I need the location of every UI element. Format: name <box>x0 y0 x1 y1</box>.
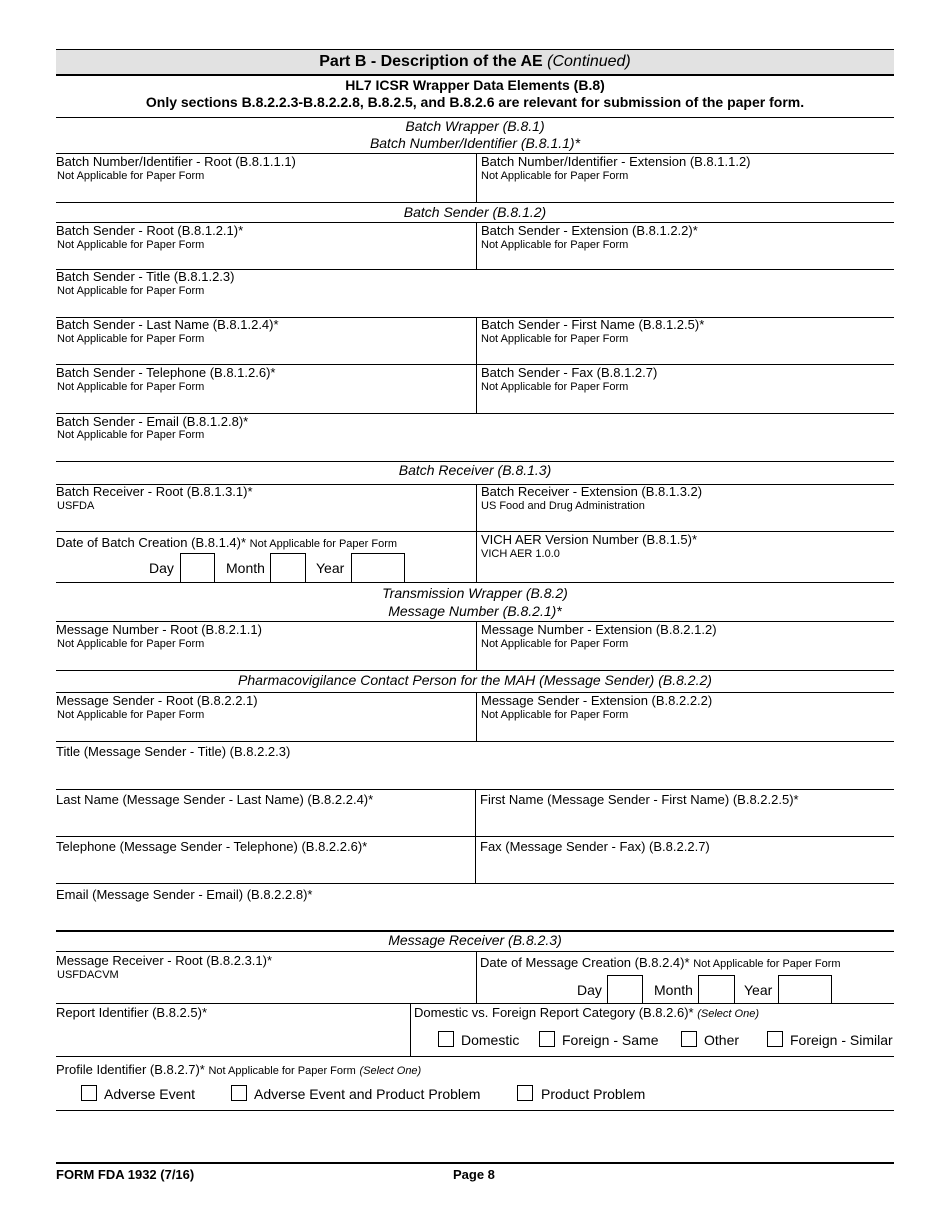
part-continued: (Continued) <box>547 53 631 70</box>
profile-identifier-label <box>56 1062 421 1079</box>
batch-wrapper-subtitle: Batch Number/Identifier (B.8.1.1)* <box>369 135 581 151</box>
batch-receiver-root-value: USFDA <box>57 500 95 512</box>
batch-day-label: Day <box>149 560 174 576</box>
sender-title-field[interactable]: Title (Message Sender - Title) (B.8.2.2.3) <box>56 744 291 759</box>
divider <box>476 317 477 413</box>
divider <box>476 951 477 1003</box>
batch-sender-title-value: Not Applicable for Paper Form <box>57 285 205 297</box>
message-year-label: Year <box>744 982 773 998</box>
message-day-input[interactable] <box>607 975 643 1004</box>
pv-contact-title: Pharmacovigilance Contact Person for the MAH (Message Sender) (B.8.2.2) <box>238 672 712 688</box>
message-year-input[interactable] <box>778 975 832 1004</box>
vich-version-value: VICH AER 1.0.0 <box>481 548 560 560</box>
divider <box>56 1056 894 1057</box>
batch-sender-first-label: Batch Sender - First Name (B.8.1.2.5)* <box>481 317 705 332</box>
batch-sender-tel-value: Not Applicable for Paper Form <box>57 381 205 393</box>
adverse-event-product-problem-checkbox[interactable] <box>231 1085 247 1101</box>
transmission-title: Transmission Wrapper (B.8.2) <box>382 585 568 601</box>
batch-receiver-ext-label: Batch Receiver - Extension (B.8.1.3.2) <box>481 484 703 499</box>
part-title-text: Part B - Description of the AE <box>319 53 543 70</box>
batch-receiver-root-label: Batch Receiver - Root (B.8.1.3.1)* <box>56 484 253 499</box>
batch-sender-root-label: Batch Sender - Root (B.8.1.2.1)* <box>56 223 244 238</box>
batch-id-root-label: Batch Number/Identifier - Root (B.8.1.1.1) <box>56 154 296 169</box>
batch-sender-last-label: Batch Sender - Last Name (B.8.1.2.4)* <box>56 317 279 332</box>
batch-sender-ext-value: Not Applicable for Paper Form <box>481 239 629 251</box>
divider <box>476 621 477 670</box>
adverse-event-product-problem-label: Adverse Event and Product Problem <box>254 1086 481 1102</box>
batch-year-input[interactable] <box>351 553 405 583</box>
divider <box>56 1003 894 1004</box>
report-category-text: Domestic vs. Foreign Report Category (B.8.2.6)* <box>414 1005 694 1020</box>
domestic-checkbox[interactable] <box>438 1031 454 1047</box>
message-month-input[interactable] <box>698 975 735 1004</box>
other-checkbox[interactable] <box>681 1031 697 1047</box>
batch-creation-date-note: Not Applicable for Paper Form <box>249 538 398 550</box>
batch-sender-root-value: Not Applicable for Paper Form <box>57 239 205 251</box>
batch-wrapper-title: Batch Wrapper (B.8.1) <box>405 118 545 134</box>
foreign-similar-label: Foreign - Similar <box>790 1032 893 1048</box>
form-id: FORM FDA 1932 (7/16) <box>56 1167 195 1182</box>
message-number-root-value: Not Applicable for Paper Form <box>57 638 205 650</box>
vich-version-label: VICH AER Version Number (B.8.1.5)* <box>481 532 698 547</box>
other-label: Other <box>704 1032 740 1048</box>
batch-receiver-ext-value: US Food and Drug Administration <box>481 500 645 512</box>
adverse-event-label: Adverse Event <box>104 1086 196 1102</box>
sender-fax-field[interactable]: Fax (Message Sender - Fax) (B.8.2.2.7) <box>480 839 710 854</box>
message-number-root-label: Message Number - Root (B.8.2.1.1) <box>56 622 262 637</box>
sender-telephone-field[interactable]: Telephone (Message Sender - Telephone) (B.8.2.2.6)* <box>56 839 368 854</box>
message-number-ext-label: Message Number - Extension (B.8.2.1.2) <box>481 622 717 637</box>
domestic-label: Domestic <box>461 1032 520 1048</box>
message-number-ext-value: Not Applicable for Paper Form <box>481 638 629 650</box>
product-problem-checkbox[interactable] <box>517 1085 533 1101</box>
divider <box>56 741 894 742</box>
message-sender-root-value: Not Applicable for Paper Form <box>57 709 205 721</box>
wrapper-note: Only sections B.8.2.2.3-B.8.2.2.8, B.8.2.5, and B.8.2.6 are relevant for submission of the paper form. <box>145 94 805 110</box>
foreign-similar-checkbox[interactable] <box>767 1031 783 1047</box>
batch-month-input[interactable] <box>270 553 306 583</box>
batch-sender-first-value: Not Applicable for Paper Form <box>481 333 629 345</box>
divider <box>56 670 894 671</box>
transmission-subtitle: Message Number (B.8.2.1)* <box>388 603 562 619</box>
sender-last-name-field[interactable]: Last Name (Message Sender - Last Name) (B.8.2.2.4)* <box>56 792 374 807</box>
message-sender-ext-label: Message Sender - Extension (B.8.2.2.2) <box>481 693 713 708</box>
batch-id-ext-label: Batch Number/Identifier - Extension (B.8.1.1.2) <box>481 154 751 169</box>
divider <box>56 883 894 884</box>
message-day-label: Day <box>577 982 602 998</box>
divider <box>476 153 477 202</box>
batch-sender-email-label: Batch Sender - Email (B.8.1.2.8)* <box>56 414 249 429</box>
sender-first-name-field[interactable]: First Name (Message Sender - First Name) (B.8.2.2.5)* <box>480 792 799 807</box>
divider <box>56 836 894 837</box>
batch-sender-title-label: Batch Sender - Title (B.8.1.2.3) <box>56 269 235 284</box>
message-receiver-root-label: Message Receiver - Root (B.8.2.3.1)* <box>56 953 273 968</box>
divider <box>476 222 477 269</box>
profile-identifier-note: Not Applicable for Paper Form <box>208 1065 356 1077</box>
adverse-event-checkbox[interactable] <box>81 1085 97 1101</box>
foreign-same-checkbox[interactable] <box>539 1031 555 1047</box>
foreign-same-label: Foreign - Same <box>562 1032 659 1048</box>
wrapper-title: HL7 ICSR Wrapper Data Elements (B.8) <box>345 77 605 93</box>
report-identifier-field[interactable]: Report Identifier (B.8.2.5)* <box>56 1005 208 1020</box>
batch-sender-title: Batch Sender (B.8.1.2) <box>403 204 547 220</box>
divider <box>56 582 894 583</box>
batch-sender-fax-value: Not Applicable for Paper Form <box>481 381 629 393</box>
profile-identifier-text: Profile Identifier (B.8.2.7)* <box>56 1062 205 1077</box>
batch-sender-ext-label: Batch Sender - Extension (B.8.1.2.2)* <box>481 223 698 238</box>
divider <box>410 1003 411 1056</box>
profile-identifier-hint: (Select One) <box>359 1065 422 1077</box>
batch-creation-date-text: Date of Batch Creation (B.8.1.4)* <box>56 535 247 550</box>
message-creation-date-note: Not Applicable for Paper Form <box>693 958 841 970</box>
message-sender-ext-value: Not Applicable for Paper Form <box>481 709 629 721</box>
batch-month-label: Month <box>226 560 265 576</box>
product-problem-label: Product Problem <box>541 1086 646 1102</box>
message-month-label: Month <box>654 982 693 998</box>
sender-email-field[interactable]: Email (Message Sender - Email) (B.8.2.2.8)* <box>56 887 313 902</box>
divider <box>56 202 894 203</box>
divider <box>476 484 477 582</box>
batch-year-label: Year <box>316 560 345 576</box>
batch-sender-tel-label: Batch Sender - Telephone (B.8.1.2.6)* <box>56 365 276 380</box>
batch-creation-date-label <box>56 535 397 552</box>
batch-receiver-title: Batch Receiver (B.8.1.3) <box>398 462 552 478</box>
batch-sender-fax-label: Batch Sender - Fax (B.8.1.2.7) <box>481 365 658 380</box>
report-category-label <box>414 1005 759 1022</box>
message-receiver-root-value: USFDACVM <box>57 969 119 981</box>
batch-sender-email-value: Not Applicable for Paper Form <box>57 429 205 441</box>
page-number: Page 8 <box>453 1167 495 1182</box>
batch-day-input[interactable] <box>180 553 215 583</box>
batch-id-root-value: Not Applicable for Paper Form <box>57 170 205 182</box>
message-creation-date-label <box>480 955 841 972</box>
footer-rule <box>56 1162 894 1164</box>
part-title <box>56 52 894 71</box>
divider <box>56 951 894 952</box>
message-creation-date-text: Date of Message Creation (B.8.2.4)* <box>480 955 690 970</box>
message-sender-root-label: Message Sender - Root (B.8.2.2.1) <box>56 693 258 708</box>
divider <box>56 1110 894 1111</box>
report-category-hint: (Select One) <box>697 1008 759 1020</box>
divider <box>56 531 894 532</box>
message-receiver-title: Message Receiver (B.8.2.3) <box>388 932 562 948</box>
batch-id-ext-value: Not Applicable for Paper Form <box>481 170 629 182</box>
batch-sender-last-value: Not Applicable for Paper Form <box>57 333 205 345</box>
divider <box>476 692 477 741</box>
